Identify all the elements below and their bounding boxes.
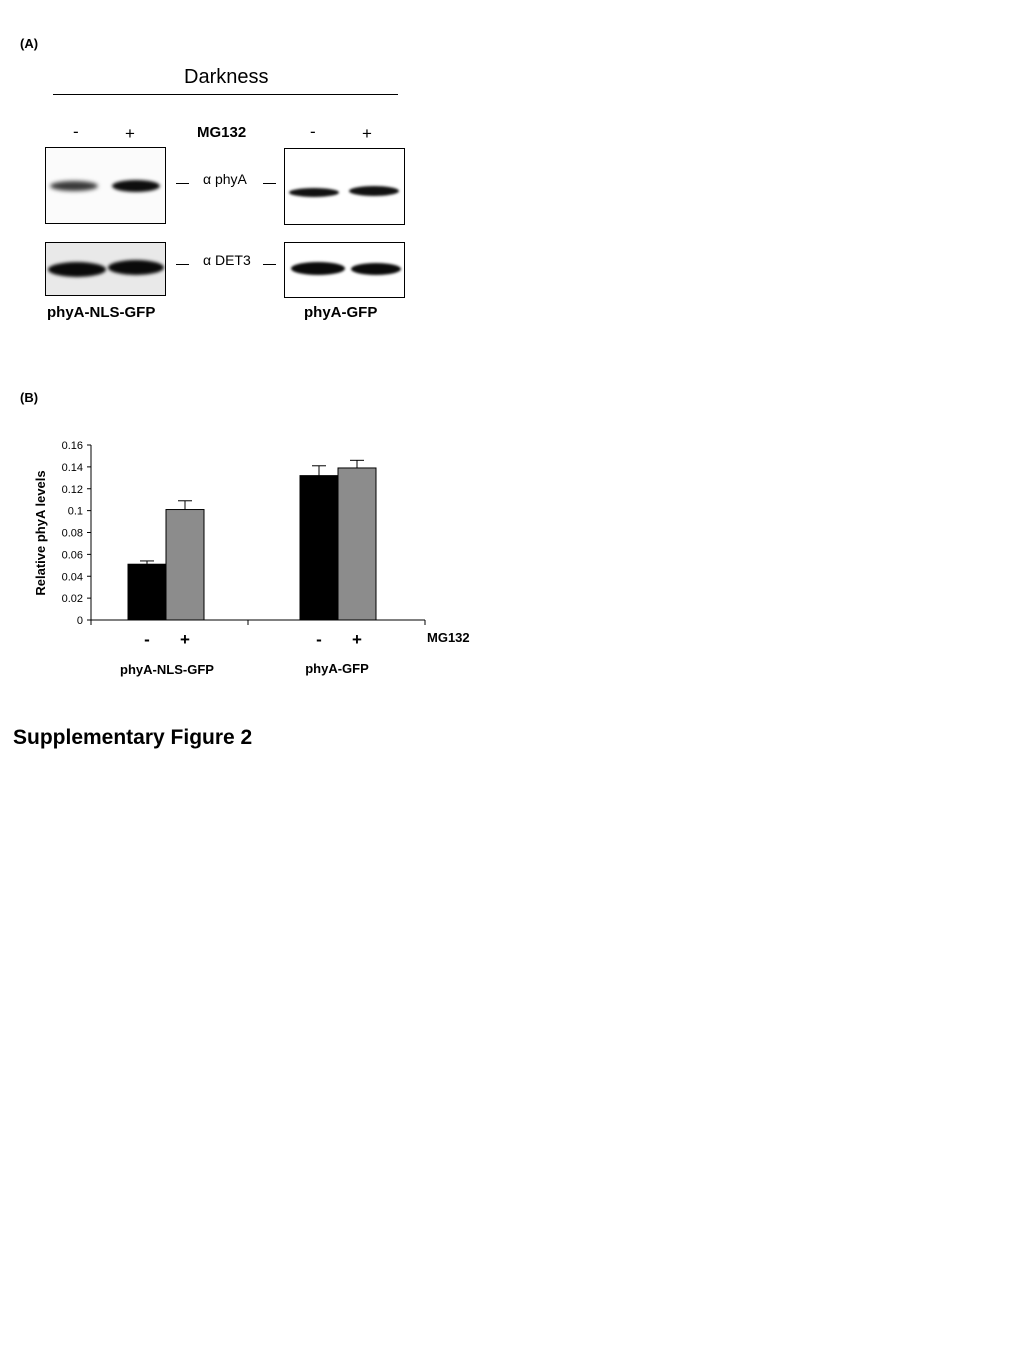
band-right-det3-plus [351,263,401,275]
antibody-phya-name: phyA [214,171,247,187]
group-label: phyA-GFP [305,661,369,676]
panel-a-label: (A) [20,36,39,51]
y-tick-label: 0.16 [61,440,83,452]
bar [300,476,338,620]
lane-sign-left-plus: + [125,124,135,143]
lane-sign-right-minus: - [310,122,316,141]
bar [166,510,204,620]
band-right-phya-minus [289,188,339,197]
y-tick-label: 0 [76,615,83,627]
y-tick-label: 0.12 [61,483,83,496]
group-label: phyA-NLS-GFP [120,662,214,677]
y-tick-label: 0.14 [61,461,83,474]
x-axis-label: MG132 [427,630,470,645]
band-right-phya-plus [349,186,399,196]
bar-label: - [144,630,150,649]
alpha-symbol-phya: α [203,171,212,187]
antibody-det3-name: DET3 [214,252,251,268]
antibody-phya-label [203,171,247,187]
y-axis-label: Relative phyA levels [33,470,48,596]
lane-sign-right-plus: + [362,124,372,143]
tick-phya-right [263,183,276,184]
y-tick-label: 0.02 [61,593,83,606]
bar [128,564,166,620]
bar-label: + [352,630,362,649]
bar [338,468,376,620]
blot-left-det3 [45,242,166,296]
tick-det3-right [263,264,276,265]
figure-caption: Supplementary Figure 2 [13,726,253,749]
darkness-label: Darkness [184,66,269,88]
band-left-phya-minus [50,181,98,191]
band-left-phya-plus [112,180,160,192]
blot-left-phya [45,147,166,224]
tick-det3-left [176,264,189,265]
blot-right-det3 [284,242,405,298]
strain-label-right: phyA-GFP [304,304,378,321]
lane-sign-left-minus: - [73,122,79,141]
strain-label-left: phyA-NLS-GFP [47,304,156,321]
y-tick-label: 0.06 [61,549,83,562]
y-tick-label: 0.04 [61,571,83,584]
panel-b-label: (B) [20,390,39,405]
mg132-label-a: MG132 [197,124,247,141]
tick-phya-left [176,183,189,184]
blot-right-phya [284,148,405,225]
band-right-det3-minus [291,262,345,275]
alpha-symbol-det3: α [203,252,212,268]
bar-chart [0,430,520,690]
bar-label: - [316,630,322,649]
y-tick-label: 0.08 [61,527,83,540]
band-left-det3-plus [108,260,164,275]
bar-label: + [180,630,190,649]
y-tick-label: 0.1 [67,505,83,518]
band-left-det3-minus [48,262,106,277]
darkness-underline [53,94,398,95]
antibody-det3-label [203,252,251,268]
